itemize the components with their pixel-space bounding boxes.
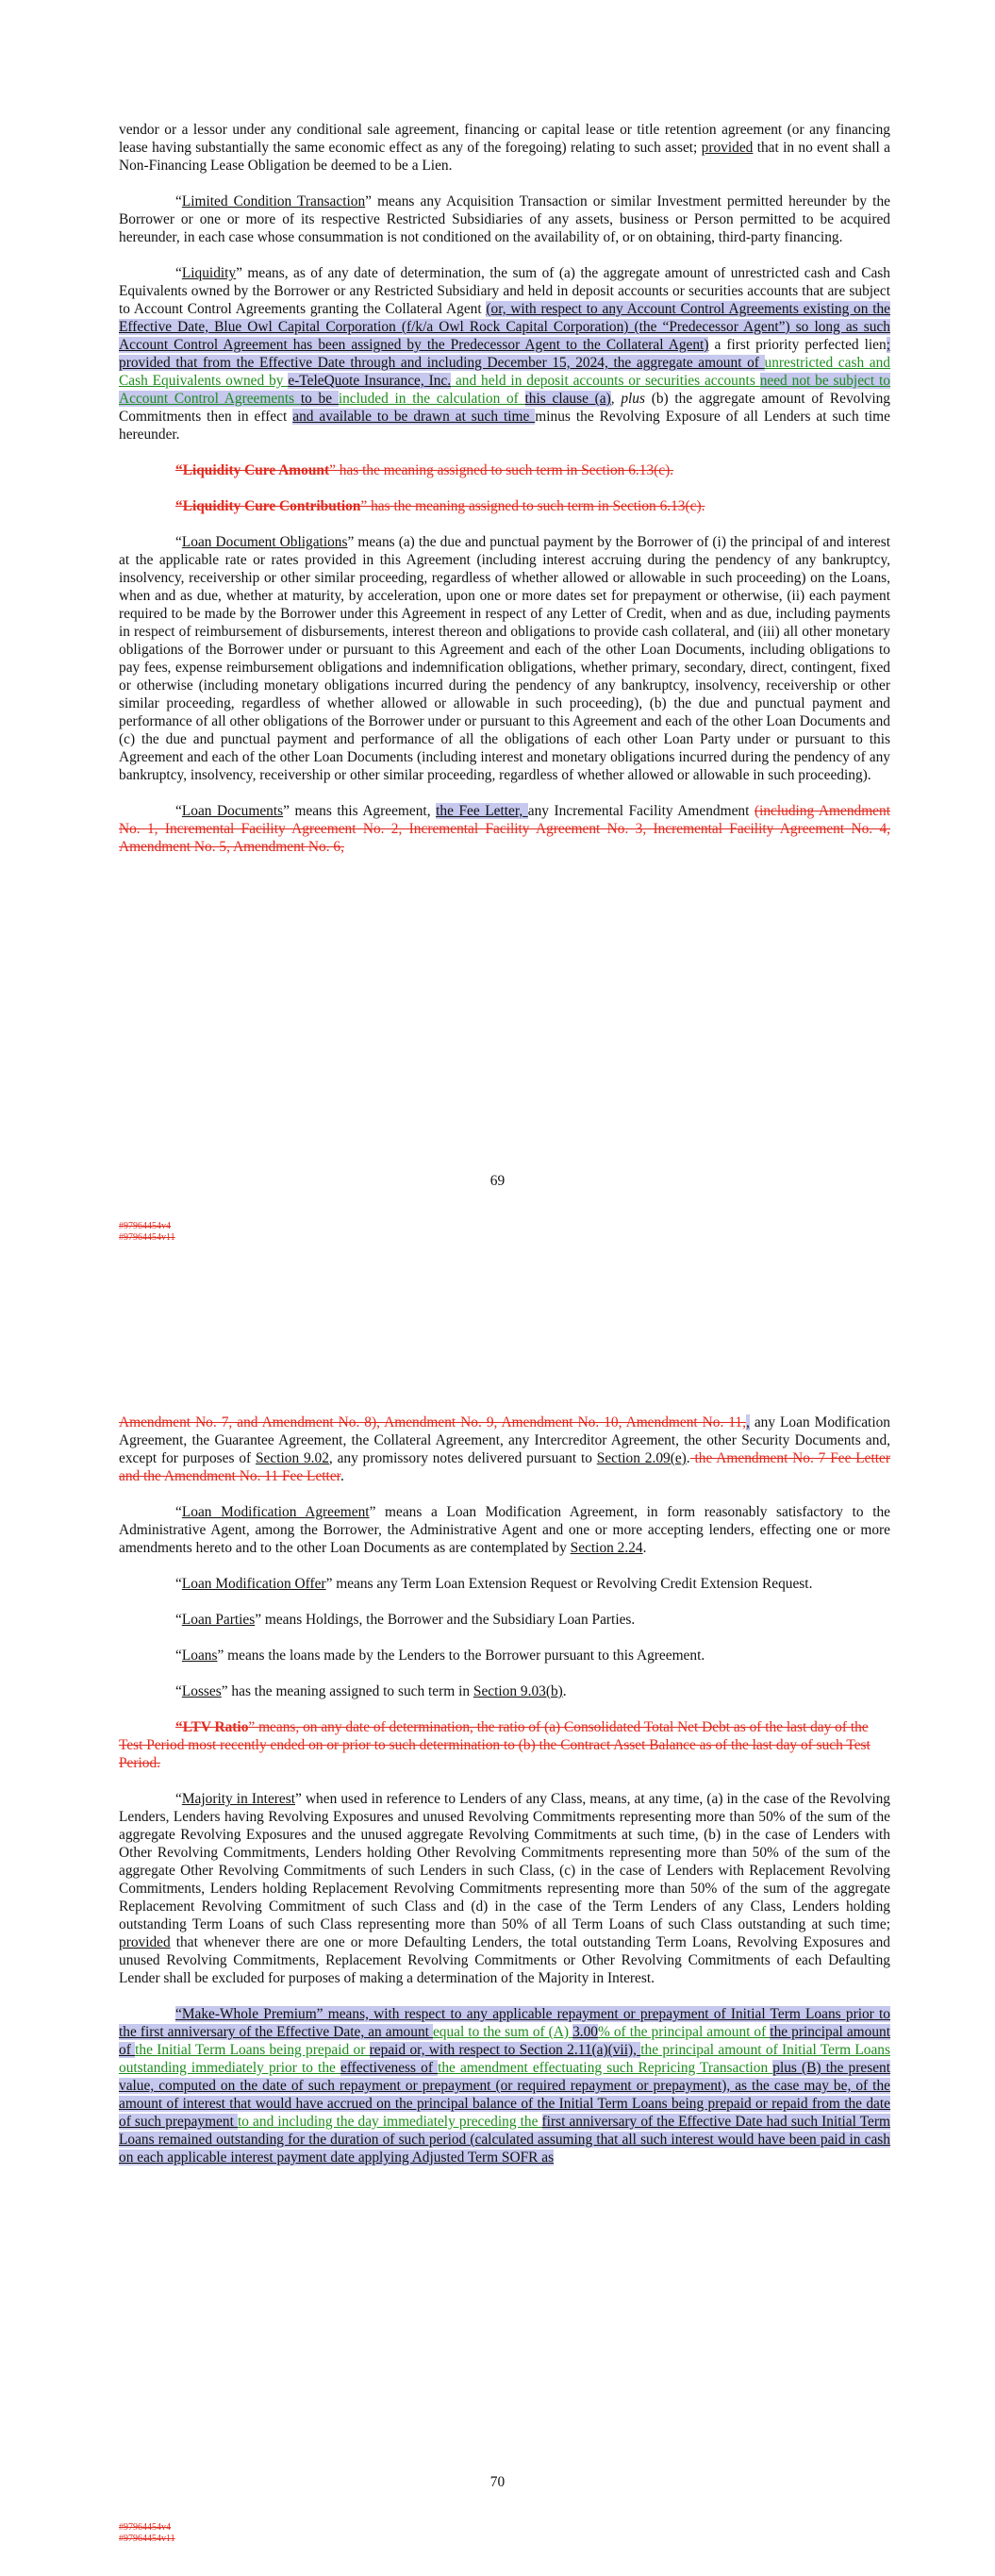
definition-losses: “Losses” has the meaning assigned to such term in Section 9.03(b). [175,1683,567,1699]
deleted-definition-liquidity-cure-amount: “Liquidity Cure Amount” has the meaning assigned to such term in Section 6.13(c). [175,462,674,478]
defined-term: Loan Modification Offer [181,1576,326,1592]
defined-term: Liquidity [181,265,237,281]
definition-make-whole-premium [119,2005,890,2166]
inserted-text: equal to the sum of (A) [432,2024,573,2040]
defined-term: Majority in Interest [181,1791,296,1807]
page-body [119,1413,890,2184]
inserted-text: the Initial Term Loans being prepaid or [135,2042,370,2058]
inserted-text: ; provided that from the Effective Date through and including December 15, 2024, the aggregate amount of [119,337,890,371]
document-page-70 [0,1288,995,2576]
inserted-text: and held in deposit accounts or securities accounts [451,373,760,389]
definition-majority-in-interest: “Majority in Interest” when used in reference to Lenders of any Class, means, at any time, (a) in the case of the Revolving Lenders, Lenders having Revolving Exposures and unused Revolving Commitments representing more than 50% of the sum of the aggregate Revolving Exposures and the unused aggregate Revolving Commitments at such time, (b) in the case of Lenders with Other Revolving Commitments, Lenders holding Other Revolving Commitments representing more than 50% of the sum of the aggregate Other Revolving Commitments of such Lenders in such Class, (c) in the case of Lenders with Replacement Revolving Commitments, Lenders holding Replacement Revolving Commitments representing more than 50% of the sum of the aggregate Replacement Revolving Commitment of such Class and (d) in the case of the Term Lenders of any Class, Lenders holding outstanding Term Loans of such Class representing more than 50% of all Term Loans of such Class outstanding at such time; provided that whenever there are one or more Defaulting Lenders, the total outstanding Term Loans, Revolving Exposures and unused Revolving Commitments, Replacement Revolving Commitments or Other Revolving Commitments of each Defaulting Lender shall be excluded for purposes of making a determination of the Majority in Interest. [119,1791,890,1986]
definition-loan-modification-agreement: “Loan Modification Agreement” means a Loan Modification Agreement, in form reasonably satisfactory to the Administrative Agent, among the Borrower, the Administrative Agent and one or more accepting lenders, effecting one or more amendments hereto and to the other Loan Documents as are contemplated by Section 2.24. [119,1504,890,1556]
defined-term: Loan Document Obligations [181,534,348,550]
defined-term: Limited Condition Transaction [181,193,366,209]
inserted-text: the principal amount of Initial Term Loans outstanding immediately prior to the [119,2042,890,2076]
inserted-text: % of the principal amount of [598,2024,771,2040]
definition-loan-document-obligations: “Loan Document Obligations” means (a) the due and punctual payment by the Borrower of (i) the principal of and interest at the applicable rate or rates provided in this Agreement (including interest accruing during the pendency of any bankruptcy, insolvency, receivership or other similar proceeding, regardless of whether allowed or allowable in such proceeding) on the Loans, when and as due, whether at maturity, by acceleration, upon one or more dates set for prepayment or otherwise, (ii) each payment required to be made by the Borrower under this Agreement in respect of any Letter of Credit, when and as due, including payments in respect of reimbursement of disbursements, interest thereon and obligations to provide cash collateral, and (iii) all other monetary obligations of the Borrower under or pursuant to this Agreement and each of the other Loan Documents, including obligations to pay fees, expense reimbursement obligations and indemnification obligations, whether primary, secondary, direct, contingent, fixed or otherwise (including monetary obligations incurred during the pendency of any bankruptcy, insolvency, receivership or other similar proceeding, regardless of whether allowed or allowable in such proceeding), (b) the due and punctual payment and performance of all other obligations of the Borrower under or pursuant to this Agreement and each of the other Loan Documents and (c) the due and punctual payment and performance of all the obligations of each other Loan Party under or pursuant to this Agreement and each of the other Loan Documents (including interest and monetary obligations incurred during the pendency of any bankruptcy, insolvency, receivership or other similar proceeding, regardless of whether allowed or allowable in such proceeding). [119,534,890,783]
inserted-text: “Make-Whole Premium” means, with respect to any applicable repayment or prepayment of Initial Term Loans prior to the first anniversary of the Effective Date, an amount [119,2006,890,2040]
inserted-text: effectiveness of [340,2060,439,2076]
defined-term: Loan Parties [181,1612,256,1628]
deleted-text: the Amendment No. 7 Fee Letter and the Amendment No. 11 Fee Letter [119,1450,890,1484]
inserted-text: and available to be drawn at such time [292,409,536,425]
inserted-text: , [745,1414,750,1430]
defined-term: Losses [181,1683,222,1699]
inserted-text: unrestricted cash and Cash Equivalents owned by [119,355,890,389]
inserted-text: repaid or, with respect to Section 2.11(a)(vii), [369,2042,641,2058]
definition-loan-documents: “Loan Documents” means this Agreement, the Fee Letter, any Incremental Facility Amendment (including Amendment No. 1, Incremental Facility Agreement No. 2, Incremental Facility Agreement No. 3, Incremental Facility Agreement No. 4, Amendment No. 5, Amendment No. 6, [119,803,890,855]
inserted-text: included in the calculation of [338,391,525,407]
inserted-text: the Fee Letter, [436,803,528,819]
inserted-text: to and including the day immediately preceding the [237,2114,542,2130]
deleted-text: (including Amendment No. 1, Incremental Facility Agreement No. 2, Incremental Facility Agreement No. 3, Incremental Facility Agreement No. 4, Amendment No. 5, Amendment No. 6, [119,803,890,855]
inserted-text: (or, with respect to any Account Control Agreements existing on the Effective Date, Blue Owl Capital Corporation (f/k/a Owl Rock Capital Corporation) (the “Predecessor Agent”) so long as such Account Control Agreement has been assigned by the Predecessor Agent to the Collateral Agent) [119,301,891,353]
inserted-text: e-TeleQuote Insurance, Inc. [288,373,452,389]
inserted-text: need not be subject to Account Control Agreements [119,373,890,407]
page-number: 69 [489,1173,506,1189]
inserted-text: plus (B) the present value, computed on the date of such repayment or prepayment (or required repayment or prepayment), as the case may be, of the amount of interest that would have accrued on the principal balance of the Initial Term Loans being prepaid or repaid from the date of such prepayment [119,2060,890,2130]
inserted-text: to be [300,391,339,407]
definition-loan-modification-offer: “Loan Modification Offer” means any Term Loan Extension Request or Revolving Credit Extension Request. [175,1576,813,1592]
inserted-text: first anniversary of the Effective Date had such Initial Term Loans remained outstanding for the duration of such period (calculated assuming that all such interest would have been paid in cash on each applicable interest payment date applying Adjusted Term SOFR as [119,2114,890,2166]
deleted-definition-ltv-ratio: “LTV Ratio” means, on any date of determination, the ratio of (a) Consolidated Total Net Debt as of the last day of the Test Period most recently ended on or prior to such determination to (b) the Contract Asset Balance as of the last day of such Test Period. [119,1719,871,1771]
document-id-footer: #97964454v4 #97964454v11 [119,1221,175,1243]
page-body [119,121,890,874]
definition-loans: “Loans” means the loans made by the Lenders to the Borrower pursuant to this Agreement. [175,1648,705,1664]
deleted-definition-liquidity-cure-contribution: “Liquidity Cure Contribution” has the meaning assigned to such term in Section 6.13(c). [175,498,705,514]
definition-limited-condition-transaction: “Limited Condition Transaction” means any Acquisition Transaction or similar Investment permitted hereunder by the Borrower or one or more of its respective Restricted Subsidiaries of any assets, business or Person permitted to be acquired hereunder, in each case whose consummation is not conditioned on the availability of, or on obtaining, third-party financing. [119,193,890,245]
inserted-text: the amendment effectuating such Repricing Transaction [438,2060,773,2076]
definition-loan-parties: “Loan Parties” means Holdings, the Borrower and the Subsidiary Loan Parties. [175,1612,636,1628]
paragraph-lien-continuation: vendor or a lessor under any conditional sale agreement, financing or capital lease or title retention agreement (or any financing lease having substantially the same economic effect as any of the foregoing) relating to such asset; provided that in no event shall a Non-Financing Lease Obligation be deemed to be a Lien. [119,122,890,174]
paragraph-loan-documents-continuation: Amendment No. 7, and Amendment No. 8), Amendment No. 9, Amendment No. 10, Amendment No. 11,, any Loan Modification Agreement, the Guarantee Agreement, the Collateral Agreement, any Intercreditor Agreement, the other Security Documents and, except for purposes of Section 9.02, any promissory notes delivered pursuant to Section 2.09(e). the Amendment No. 7 Fee Letter and the Amendment No. 11 Fee Letter. [119,1414,890,1484]
defined-term: Loan Documents [181,803,284,819]
document-id-footer: #97964454v4 #97964454v11 [119,2522,175,2544]
deleted-text: Amendment No. 7, and Amendment No. 8), Amendment No. 9, Amendment No. 10, Amendment No. 11, [119,1414,746,1430]
inserted-text: the principal amount of [119,2024,891,2058]
definition-liquidity: “Liquidity” means, as of any date of determination, the sum of (a) the aggregate amount of unrestricted cash and Cash Equivalents owned by the Borrower or any Restricted Subsidiary and held in deposit accounts or securities accounts that are subject to Account Control Agreements granting the Collateral Agent (or, with respect to any Account Control Agreements existing on the Effective Date, Blue Owl Capital Corporation (f/k/a Owl Rock Capital Corporation) (the “Predecessor Agent”) so long as such Account Control Agreement has been assigned by the Predecessor Agent to the Collateral Agent) a first priority perfected lien; provided that from the Effective Date through and including December 15, 2024, the aggregate amount of unrestricted cash and Cash Equivalents owned by e-TeleQuote Insurance, Inc. and held in deposit accounts or securities accounts need not be subject to Account Control Agreements to be included in the calculation of this clause (a), plus (b) the aggregate amount of Revolving Commitments then in effect and available to be drawn at such time minus the Revolving Exposure of all Lenders at such time hereunder. [119,265,891,443]
defined-term: Loans [181,1648,218,1664]
inserted-text: 3.00 [572,2024,598,2040]
page-number: 70 [489,2474,506,2490]
inserted-text: this clause (a) [524,391,611,407]
defined-term: Loan Modification Agreement [181,1504,370,1520]
